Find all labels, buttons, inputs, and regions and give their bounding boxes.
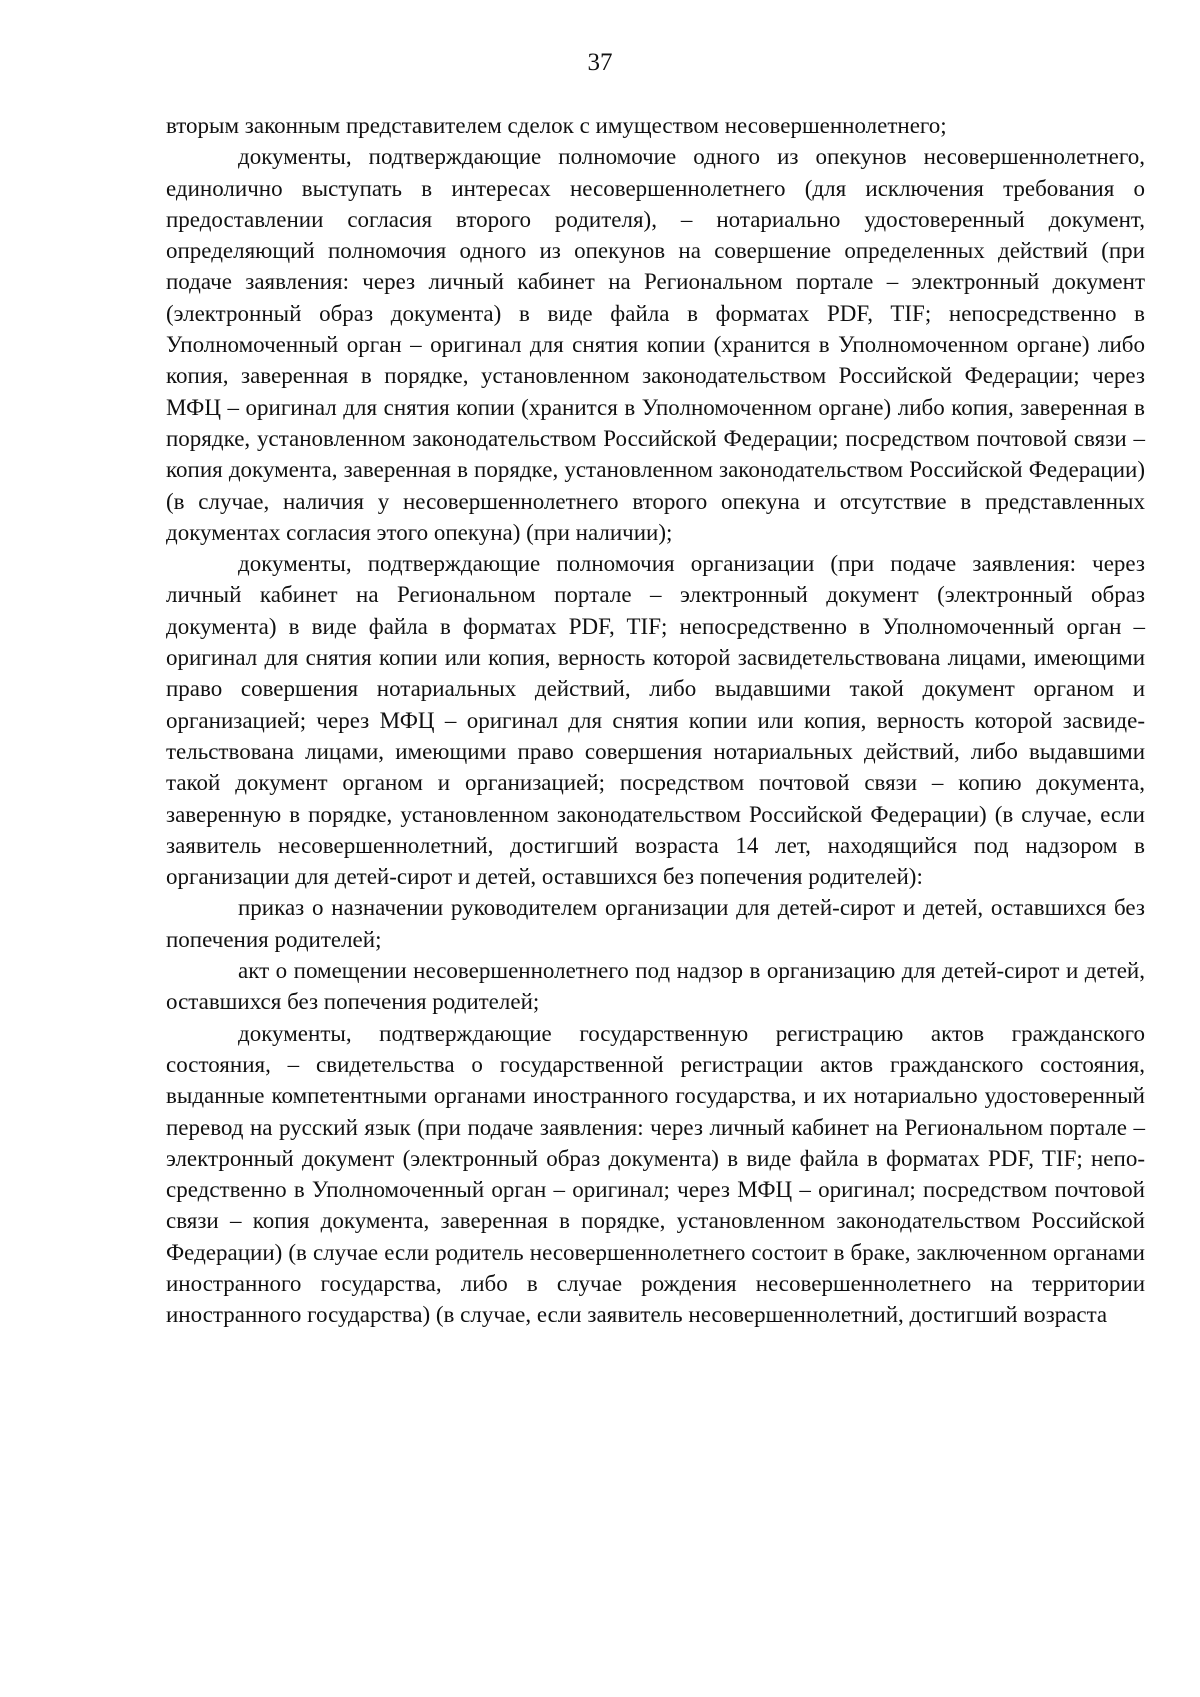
paragraph-organization-documents: документы, подтверждающие полномочия организации (при подаче заявления: через личный кабинет на Региональном портале – электронный документ (электронный образ документа) в виде файла в форматах PDF, TIF; непосредственно в Уполномоченный орган – оригинал для снятия копии или копия, верность которой засвидетельствована лицами, имеющими право совершения нотариальных действий, либо выдавшими такой документ органом и организацией; через МФЦ – оригинал для снятия копии или копия, верность которой засвидетельствована лицами, имеющими право совершения нотариальных действий, либо выдавшими такой документ органом и организацией; посредством почтовой связи – копию документа, заверенную в порядке, установленном законодательством Российской Федерации) (в случае, если заявитель несовершеннолетний, достигший возраста 14 лет, находящийся под надзором в организации для детей-сирот и детей, оставшихся без попечения родителей): xyxy=(166,551,1145,890)
paragraph-guardian-documents: документы, подтверждающие полномочие одного из опекунов несовершеннолетнего, единолично выступать в интересах несовершеннолетнего (для исключения требования о предоставлении согласия второго родителя), – нотариально удостоверенный документ, определяющий полномочия одного из опекунов на совершение определенных действий (при подаче заявления: через личный кабинет на Региональном портале – электронный документ (электронный образ документа) в виде файла в форматах PDF, TIF; непосредственно в Уполномоченный орган – оригинал для снятия копии (хранится в Уполномоченном органе) либо копия, заверенная в порядке, установленном законодательством Российской Федерации; через МФЦ – оригинал для снятия копии (хранится в Уполномоченном органе) либо копия, заверенная в порядке, установленном законодательством Российской Федерации; посредством почтовой связи – копия документа, заверенная в порядке, установленном законодательством Российской Федерации) (в случае, наличия у несовершеннолетнего второго опекуна и отсутствие в представленных документах согласия этого опекуна) (при наличии); xyxy=(166,144,1145,545)
document-body xyxy=(166,110,1145,1331)
paragraph-civil-status-documents: документы, подтверждающие государственную регистрацию актов гражданского состояния, – свидетельства о государственной регистрации актов гражданского состояния, выданные компетентными органами иностранного государства, и их нотариально удостоверенный перевод на русский язык (при подаче заявления: через личный кабинет на Региональном портале – электронный документ (электронный образ документа) в виде файла в форматах PDF, TIF; непосредственно в Уполномоченный орган – оригинал; через МФЦ – оригинал; посредством почтовой связи – копия документа, заверенная в порядке, установленном законодательством Российской Федерации) (в случае если родитель несовершеннолетнего состоит в браке, заключенном органами иностранного государства, либо в случае рождения несовершеннолетнего на территории иностранного государства) (в случае, если заявитель несовершеннолетний, достигший возраста xyxy=(166,1020,1145,1328)
paragraph-director-order: приказ о назначении руководителем организации для детей-сирот и детей, оставшихся без попечения родителей; xyxy=(166,895,1145,952)
page-number: 37 xyxy=(587,49,613,76)
paragraph-placement-act: акт о помещении несовершеннолетнего под надзор в организацию для детей-сирот и детей, оставшихся без попечения родителей; xyxy=(166,958,1145,1015)
paragraph-continuation: вторым законным представителем сделок с имуществом несовершеннолетнего; xyxy=(166,113,947,138)
